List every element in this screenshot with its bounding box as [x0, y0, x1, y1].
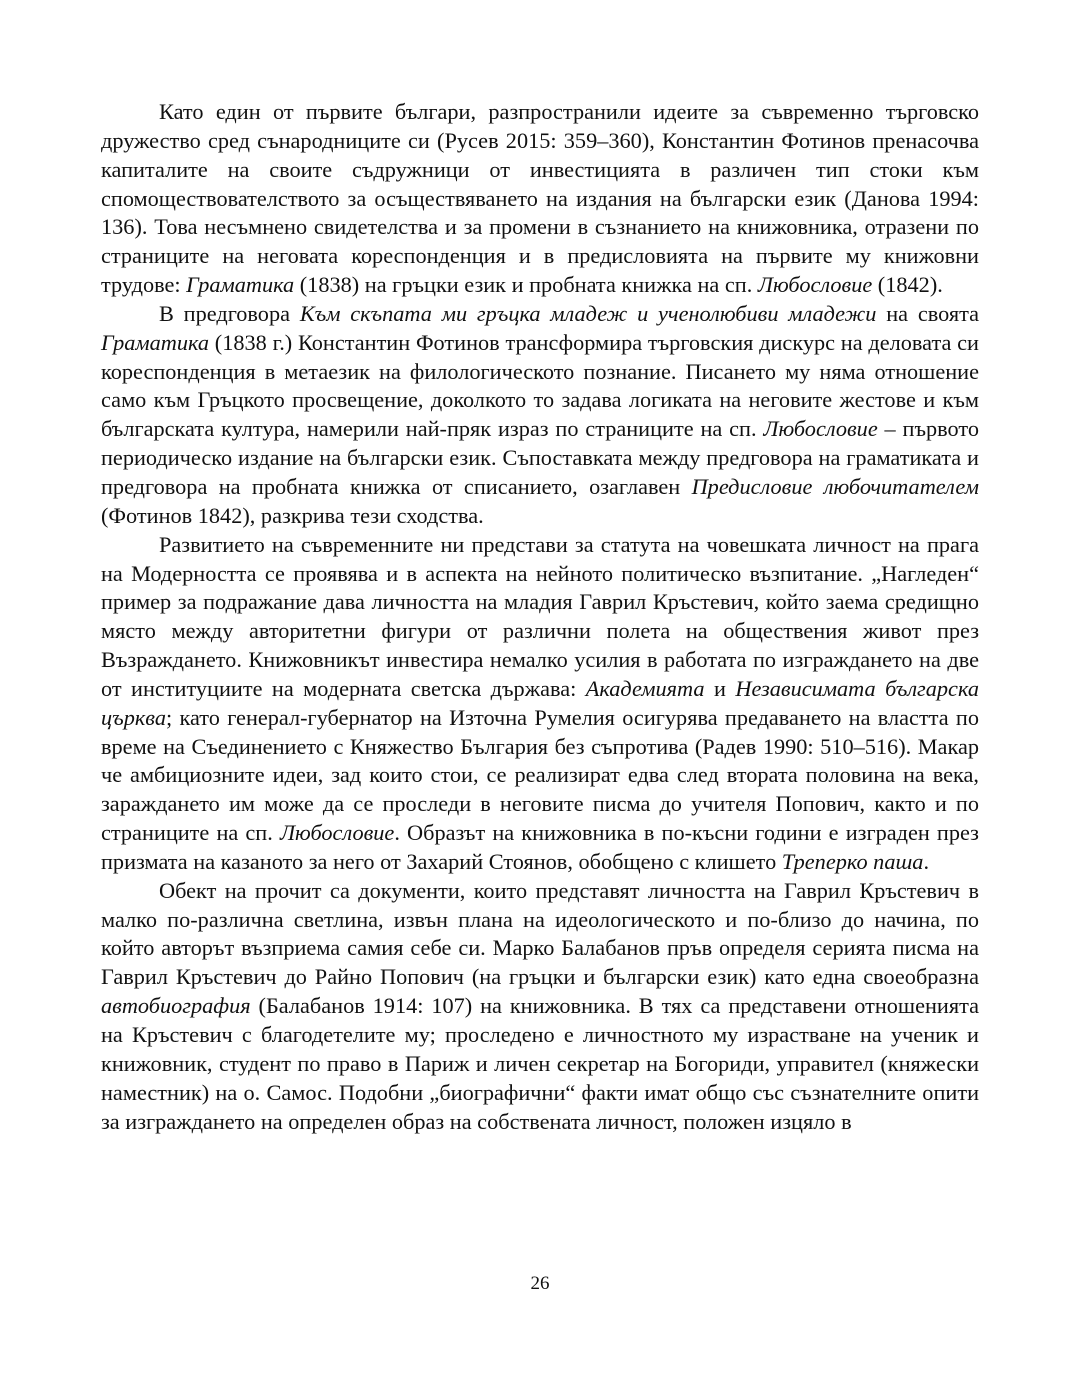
- paragraph-1: [101, 98, 979, 300]
- italic-title: Към скъпата ми гръцка младеж и ученолюбиви младежи: [299, 300, 877, 326]
- text-run: Като един от първите българи, разпространили идеите за съвременно търговско дружество сред сънародниците си (Русев 2015: 359–360), Константин Фотинов пренасочва капиталите на своите съдружници от инвестицията в различен тип стоки към спомоществователството за осъществяването на издания на български език (Данова 1994: 136). Това несъмнено свидетелства и за промени в съзнанието на книжовника, отразени по страниците на неговата кореспонденция и в предисловията на първите му книжовни трудове:: [101, 99, 979, 298]
- text-run: – първото периодическо издание на български език. Съпоставката между предговора на граматиката и предговора на пробната книжка от списанието, озаглавен: [101, 416, 979, 499]
- italic-title: Любословие: [763, 416, 878, 442]
- italic-title: Академията: [585, 675, 705, 701]
- text-run: (1838 г.) Константин Фотинов трансформира търговския дискурс на деловата си кореспонденция в метаезик на филологическото познание. Писането му няма отношение само към Гръцкото просвещение, доколкото то задава логиката на неговите жестове и към българската култура, намерили най-пряк израз по страниците на сп.: [101, 329, 979, 442]
- text-run: Развитието на съвременните ни представи за статута на човешката личност на прага на Модерността се проявява и в аспекта на нейното политическо възпитание. „Нагледен“ пример за подражание дава личността на младия Гаврил Кръстевич, който заема средищно място между авторитетни фигури от различни полета на обществения живот през Възраждането. Книжовникът инвестира немалко усилия в работата по изграждането на две от институциите на модерната светска държава:: [101, 531, 979, 701]
- italic-title: Предисловие любочитателем: [691, 473, 979, 499]
- text-run: (Балабанов 1914: 107) на книжовника. В тях са представени отношенията на Кръстевич с благодетелите му; проследено е личностното му израстване на ученик и книжовник, студент по право в Париж и личен секретар на Богориди, управител (княжески наместник) на о. Самос. Подобни „биографични“ факти имат общо със съзнателните опити за изграждането на определен образ на собствената личност, положен изцяло в: [101, 993, 979, 1134]
- page-body: [101, 98, 979, 1136]
- italic-title: Треперко паша: [781, 848, 924, 874]
- italic-title: Любословие: [757, 272, 873, 298]
- italic-title: Любословие: [279, 820, 395, 846]
- text-run: на своята: [876, 300, 980, 326]
- text-run: (1838) на гръцки език и пробната книжка на сп.: [294, 272, 758, 298]
- text-run: (Фотинов 1842), разкрива тези сходства.: [101, 502, 484, 528]
- italic-title: Граматика: [101, 329, 210, 355]
- italic-title: Граматика: [186, 272, 295, 298]
- page-number: 26: [530, 1273, 550, 1294]
- text-run: . Образът на книжовника в по-късни години е изграден през призмата на казаното за него от Захарий Стоянов, обобщено с клишето: [101, 820, 979, 874]
- paragraph-3: [101, 531, 979, 877]
- text-run: Обект на прочит са документи, които представят личността на Гаврил Кръстевич в малко по-различна светлина, извън плана на идеологическото и по-близо до начина, по който авторът възприема самия себе си. Марко Балабанов пръв определя серията писма на Гаврил Кръстевич до Райно Попович (на гръцки и български език) като една своеобразна: [101, 877, 979, 990]
- text-run: В предговора: [159, 300, 300, 326]
- text-run: .: [923, 848, 930, 874]
- italic-title: автобиография: [101, 993, 251, 1019]
- text-run: и: [704, 675, 736, 701]
- paragraph-2: [101, 300, 979, 531]
- text-run: ; като генерал-губернатор на Източна Румелия осигурява предаването на властта по време на Съединението с Княжество България без съпротива (Радев 1990: 510–516). Макар че амбициозните идеи, зад които стои, се реализират едва след втората половина на века, зараждането им може да се проследи в неговите писма до учителя Попович, както и по страниците на сп.: [101, 704, 979, 846]
- italic-title: Независимата българска църква: [101, 675, 979, 730]
- paragraph-4: [101, 877, 979, 1137]
- text-run: (1842).: [872, 272, 943, 298]
